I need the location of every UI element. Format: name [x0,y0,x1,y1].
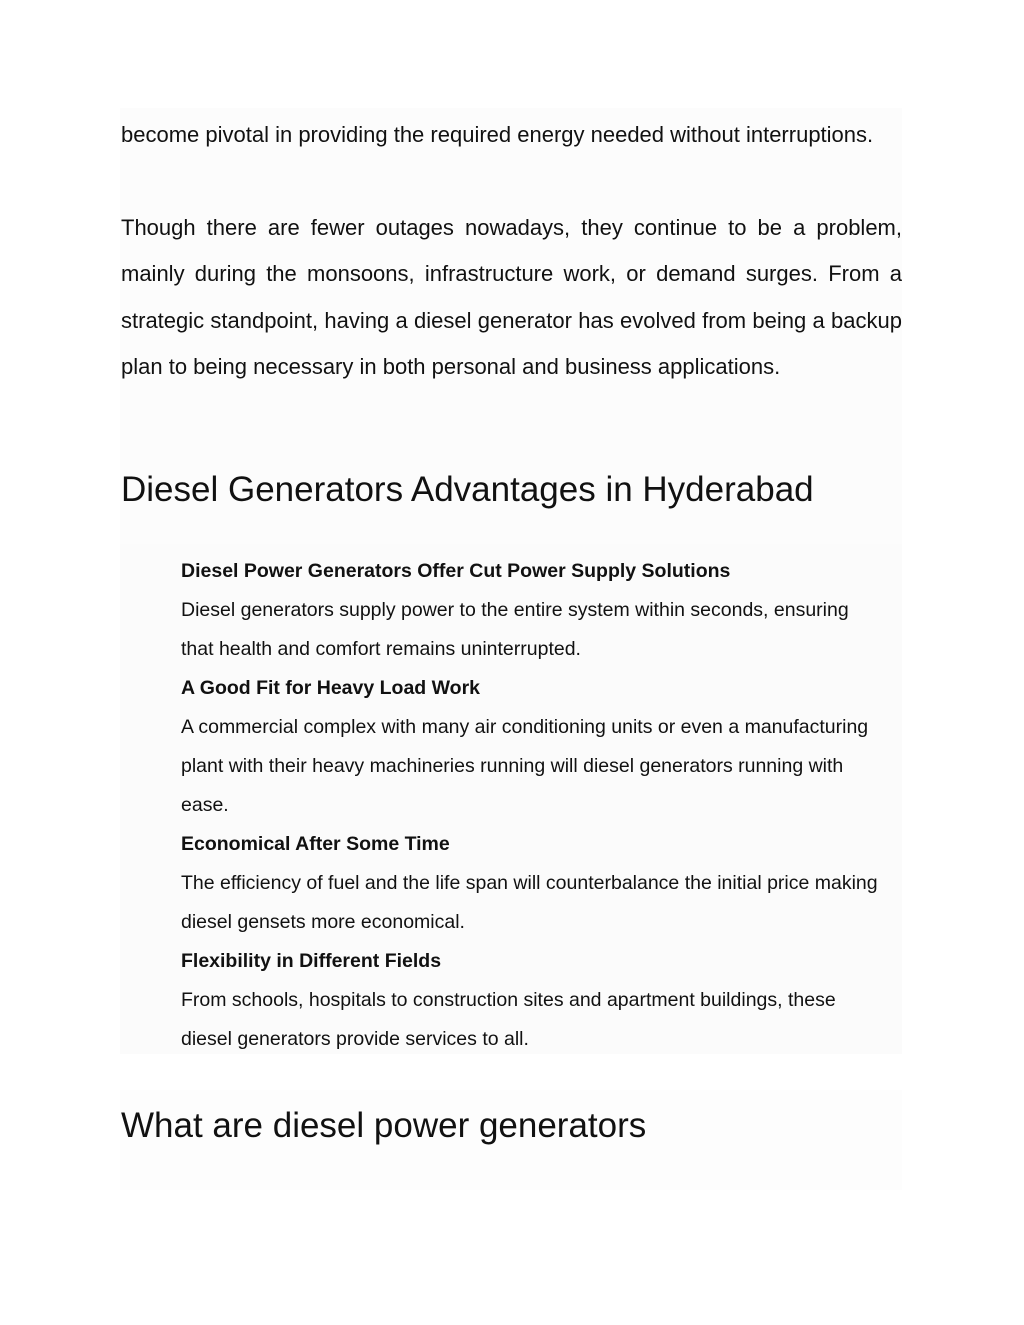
list-item [181,942,881,1059]
advantages-list [181,552,881,1059]
advantage-text: A commercial complex with many air conditioning units or even a manufacturing plant with their heavy machineries running will diesel generators running with ease. [181,716,869,816]
advantage-text: Diesel generators supply power to the entire system within seconds, ensuring that health and comfort remains uninterrupted. [181,599,849,660]
list-item [181,552,881,669]
advantage-title: Economical After Some Time [181,833,450,855]
advantage-title: Flexibility in Different Fields [181,950,442,972]
advantages-heading: Diesel Generators Advantages in Hyderabad [121,470,814,509]
intro-paragraph: become pivotal in providing the required energy needed without interruptions. [121,122,874,147]
advantage-title: A Good Fit for Heavy Load Work [181,677,481,699]
advantage-text: From schools, hospitals to construction sites and apartment buildings, these diesel generators provide services to all. [181,989,836,1050]
advantage-title: Diesel Power Generators Offer Cut Power Supply Solutions [181,560,731,582]
what-heading: What are diesel power generators [121,1106,647,1145]
list-item [181,825,881,942]
advantage-text: The efficiency of fuel and the life span will counterbalance the initial price making diesel gensets more economical. [181,872,878,933]
outages-paragraph: Though there are fewer outages nowadays, they continue to be a problem, mainly during the monsoons, infrastructure work, or demand surges. From a strategic standpoint, having a diesel generator has evolved from being a backup plan to being necessary in both personal and business applications. [121,215,902,379]
list-item [181,669,881,825]
